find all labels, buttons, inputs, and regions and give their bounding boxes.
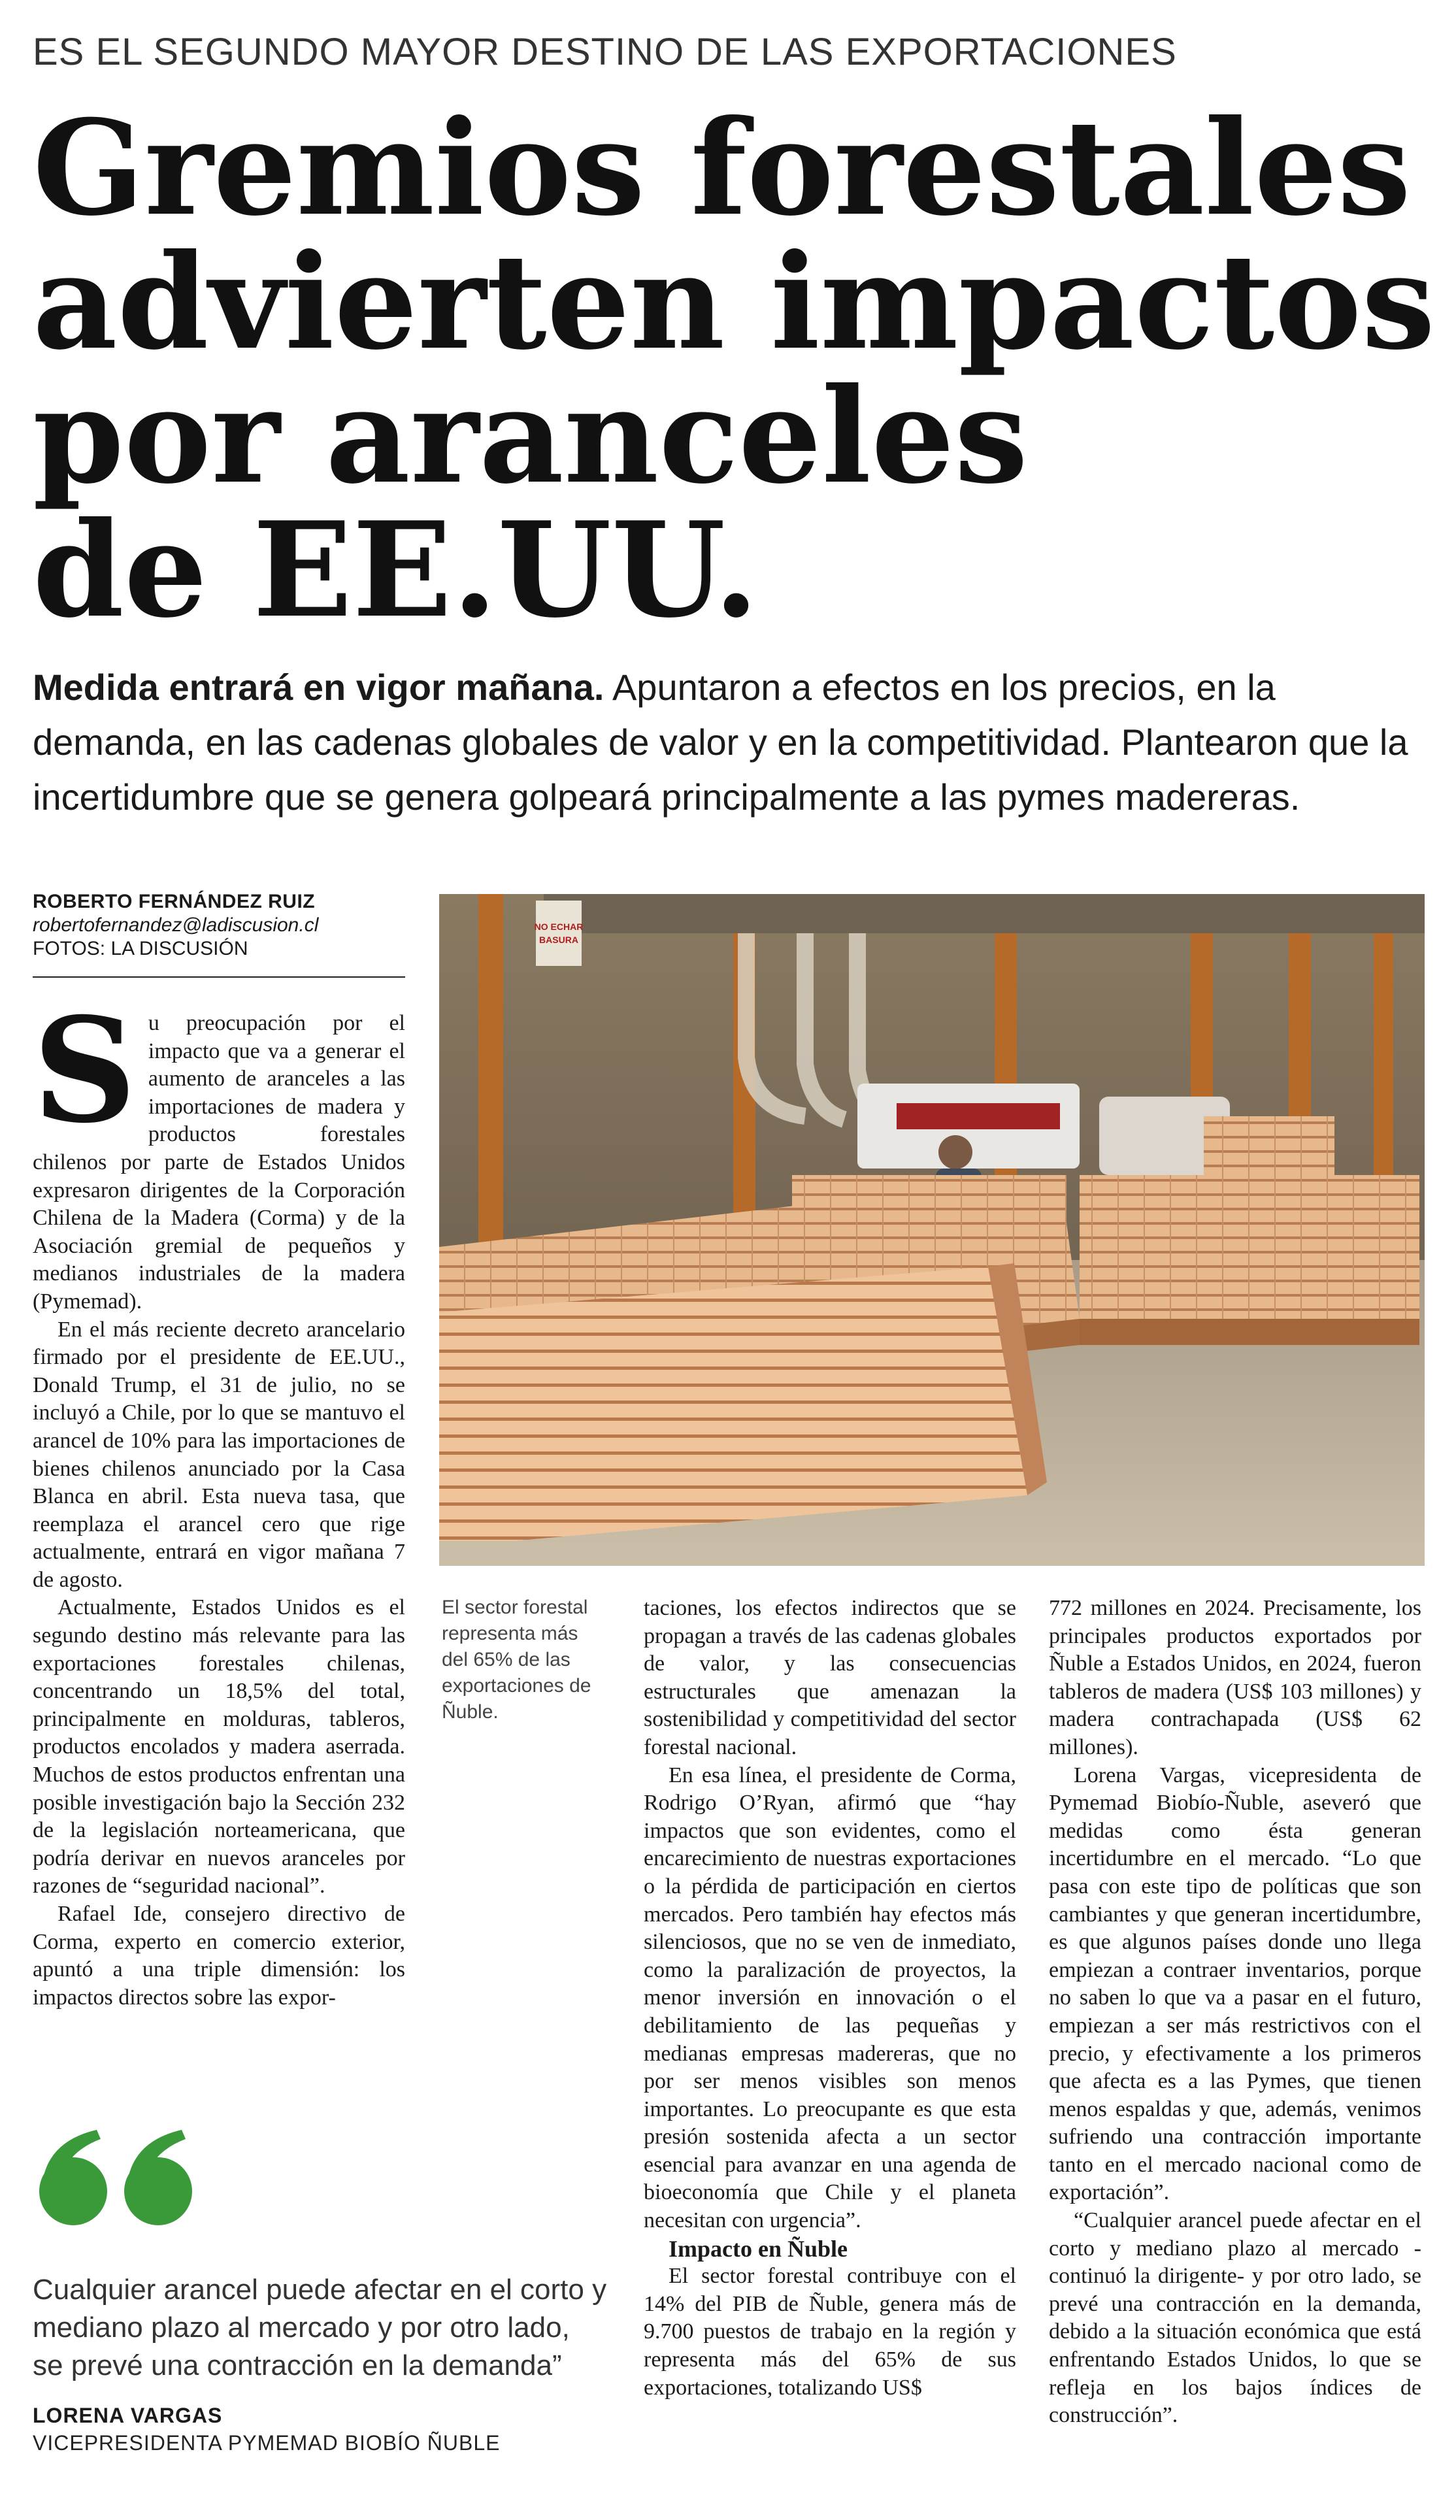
deck-text: Apuntaron a efectos en los precios, en la demanda, en las cadenas globales de valor y en la competitividad. Plantearon que la incertidumbre que se genera golpeará principalmente a las pymes madereras. [33,667,1408,818]
body-paragraph-6-start: El sector forestal contribuye con el 14% del PIB de Ñuble, genera más de 9.700 puestos de trabajo en la región y representa más del 65% de sus exportaciones, totalizando US$ [644,2264,1016,2400]
body-column-1 [33,986,405,2012]
quotation-mark-icon [33,2127,209,2225]
deck-lead: Medida entrará en vigor mañana. [33,667,604,708]
headline [33,91,1436,647]
body-paragraph-8: “Cualquier arancel puede afectar en el corto y mediano plazo al mercado -continuó la dirigente- y por otro lado, se prevé una contracción en la demanda, debido a la situación económica que está enfrentando Estados Unidos, lo que se refleja en los bajos índices de construcción”. [1049,2208,1421,2428]
deck [33,660,1431,825]
subhead-nuble: Impacto en Ñuble [669,2235,848,2262]
headline-line-1: Gremios forestales [33,91,1412,245]
kicker: ES EL SEGUNDO MAYOR DESTINO DE LAS EXPORTACIONES [33,31,1177,73]
photo-caption: El sector forestal representa más del 65% de las exportaciones de Ñuble. [442,1597,591,1723]
quote-author-name: LORENA VARGAS [33,2404,223,2427]
drop-cap: S [33,986,137,1155]
body-column-2 [644,1595,1016,2402]
headline-line-2: advierten impactos [33,225,1436,379]
byline [33,890,405,961]
headline-line-3: por aranceles [33,359,1029,513]
byline-photo-credit: FOTOS: LA DISCUSIÓN [33,938,248,959]
headline-line-4: de EE.UU. [33,493,759,647]
byline-email: robertofernandez@ladiscusion.cl [33,914,319,936]
body-paragraph-7: Lorena Vargas, vicepresidenta de Pymemad Biobío-Ñuble, aseveró que medidas como ésta generan incertidumbre en el mercado. “Lo que pasa con este tipo de políticas que son cambiantes y que generan incertidumbre, es que algunos países donde uno llega empiezan a contraer inventarios, porque no saben lo que va a pasar en el futuro, empiezan a ser más restrictivos con el precio, y efectivamente a los primeros que afecta es a las Pymes, que tienen menos espaldas y que, además, venimos sufriendo una contracción importante tanto en el mercado nacional como de exportación”. [1049,1763,1421,2205]
body-paragraph-4-end: taciones, los efectos indirectos que se propagan a través de las cadenas globales de valor, y las consecuencias estructurales que amenazan la sostenibilidad y competitividad del sector forestal nacional. [644,1596,1016,1759]
sawmill-illustration [439,894,1425,1566]
body-paragraph-6-end: 772 millones en 2024. Precisamente, los principales productos exportados por Ñuble a Estados Unidos, en 2024, fueron tableros de madera (US$ 103 millones) y madera contrachapada (US$ 62 millones). [1049,1596,1421,1759]
pull-quote-attribution [33,2402,608,2457]
body-paragraph-1: Su preocupación por el impacto que va a generar el aumento de aranceles a las importaciones de madera y productos forestales chilenos por parte de Estados Unidos expresaron dirigentes de la Corporación Chilena de la Madera (Corma) y de la Asociación gremial de pequeños y medianos industriales de la madera (Pymemad). [33,986,405,1314]
byline-divider [33,976,405,978]
body-paragraph-5: En esa línea, el presidente de Corma, Rodrigo O’Ryan, afirmó que “hay impactos que son evidentes, como el encarecimiento de nuestras exportaciones o la pérdida de participación en ciertos mercados. Pero también hay efectos más silenciosos, que no se ven de inmediato, como la paralización de proyectos, la menor inversión en innovación o el debilitamiento de las pequeñas y medianas empresas madereras, que no por ser menos visibles son menos importantes. Lo preocupante es que esta presión sostenida afecta a un sector esencial para avanzar en una agenda de bioeconomía que Chile y el planeta necesitan con urgencia”. [644,1763,1016,2233]
quote-author-role: VICEPRESIDENTA PYMEMAD BIOBÍO ÑUBLE [33,2431,501,2455]
body-paragraph-3: Actualmente, Estados Unidos es el segundo destino más relevante para las exportaciones forestales chilenas, concentrando un 18,5% del total, principalmente en molduras, tableros, productos encolados y madera aserrada. Muchos de estos productos enfrentan una posible investigación bajo la Sección 232 de la legislación norteamericana, que podría derivar en nuevos aranceles por razones de “seguridad nacional”. [33,1595,405,1898]
svg-text:BASURA: BASURA [539,935,578,945]
body-column-3 [1049,1595,1421,2430]
lumber-photo [439,894,1425,1566]
pull-quote: Cualquier arancel puede afectar en el corto y mediano plazo al mercado y por otro lado, se prevé una contracción en la demanda” [33,2274,607,2381]
byline-author: ROBERTO FERNÁNDEZ RUIZ [33,891,316,912]
warning-sign [536,901,582,966]
body-paragraph-4-start: Rafael Ide, consejero directivo de Corma, experto en comercio exterior, apuntó a una triple dimensión: los impactos directos sobre las expor- [33,1902,405,2010]
body-paragraph-2: En el más reciente decreto arancelario firmado por el presidente de EE.UU., Donald Trump, el 31 de julio, no se incluyó a Chile, por lo que se mantuvo el arancel de 10% para las importaciones de bienes chilenos anunciado por la Casa Blanca en abril. Esta nueva tasa, que reemplaza el arancel cero que rige actualmente, entrará en vigor mañana 7 de agosto. [33,1317,405,1592]
svg-text:NO ECHAR: NO ECHAR [534,921,584,932]
